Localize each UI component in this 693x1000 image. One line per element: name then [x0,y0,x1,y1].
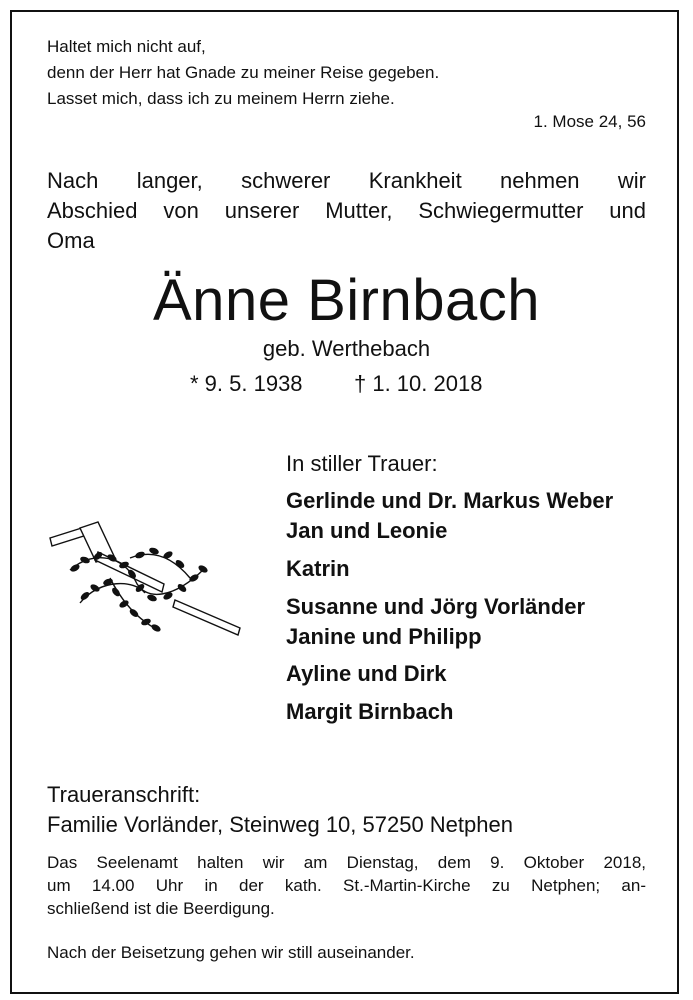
intro-line-2: Abschied von unserer Mutter, Schwiegermutter und [47,198,646,223]
verse-line-1: Haltet mich nicht auf, [47,37,206,56]
closing-text [47,941,646,964]
service-line-2: um 14.00 Uhr in der kath. St.-Martin-Kirche zu Netphen; an- [47,876,646,895]
verse-reference: 1. Mose 24, 56 [533,112,646,131]
intro-line-3: Oma [47,228,95,253]
mourner-name: Janine und Philipp [286,624,482,649]
intro-line-1: Nach langer, schwerer Krankheit nehmen wir [47,168,646,193]
address-label: Traueranschrift: [47,782,201,807]
mourning-heading: In stiller Trauer: [286,451,438,476]
death-date: † 1. 10. 2018 [354,371,483,396]
deceased-name: Änne Birnbach [153,268,540,333]
service-paragraph [47,851,646,920]
verse-line-3: Lasset mich, dass ich zu meinem Herrn ziehe. [47,89,395,108]
address-value: Familie Vorländer, Steinweg 10, 57250 Netphen [47,812,513,837]
mourner-name: Susanne und Jörg Vorländer [286,594,586,619]
intro-paragraph [47,166,646,256]
closing-line: Nach der Beisetzung gehen wir still auseinander. [47,943,415,962]
birth-date: * 9. 5. 1938 [190,371,303,396]
mourner-name: Jan und Leonie [286,518,448,543]
birth-name: geb. Werthebach [262,336,431,361]
service-line-1: Das Seelenamt halten wir am Dienstag, dem 9. Oktober 2018, [47,853,646,872]
verse-line-2: denn der Herr hat Gnade zu meiner Reise gegeben. [47,63,440,82]
mourner-name: Katrin [286,556,350,581]
service-line-3: schließend ist die Beerdigung. [47,899,275,918]
mourner-name: Ayline und Dirk [286,661,447,686]
mourner-name: Margit Birnbach [286,699,454,724]
mourner-name: Gerlinde und Dr. Markus Weber [286,488,614,513]
cross-with-vine-icon [40,518,250,648]
